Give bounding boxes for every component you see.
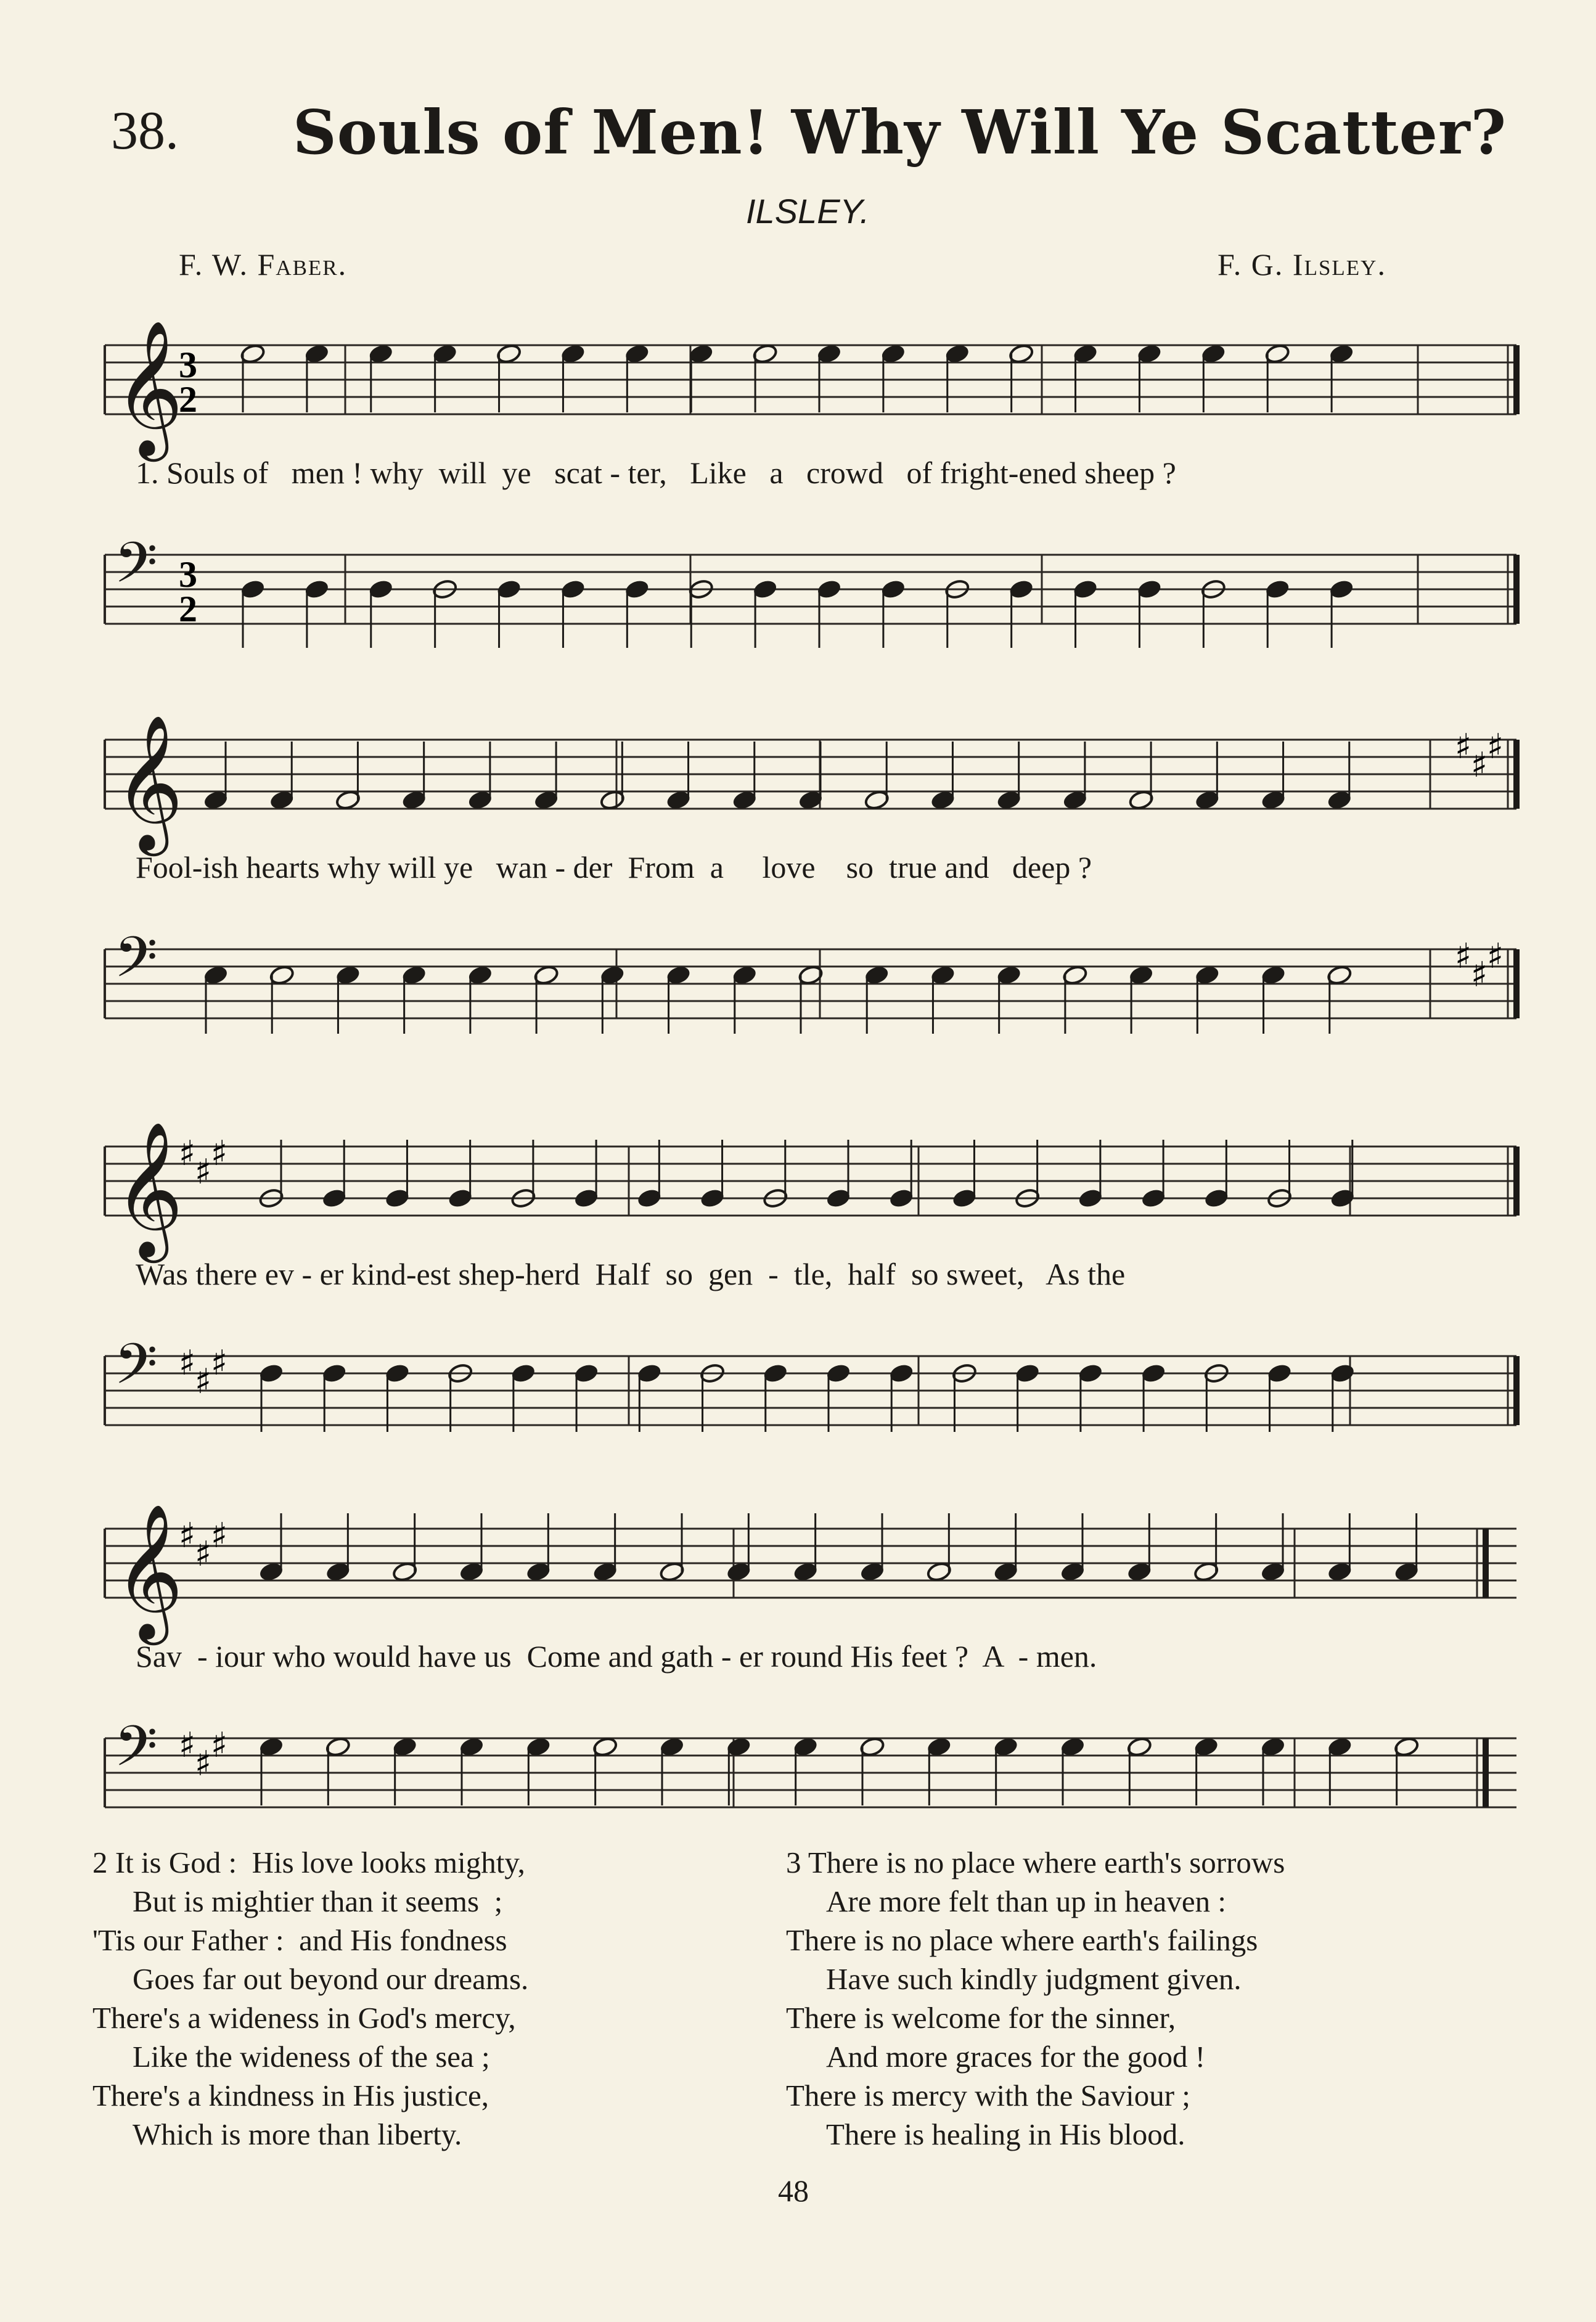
verse-text: It is God : His love looks mighty,: [115, 1846, 525, 1879]
bass-clef-glyph: 𝄢: [114, 1331, 158, 1410]
hymn-title: Souls of Men! Why Will Ye Scatter?: [293, 97, 1507, 168]
verse-line: [92, 1998, 528, 2037]
verse-number: 2: [92, 1846, 115, 1879]
verse-text: There is no place where earth's sorrows: [808, 1846, 1285, 1879]
key-change-sharp: ♯: [1455, 936, 1472, 976]
time-signature-top: 3: [179, 554, 197, 595]
verse-line: [786, 2115, 1285, 2154]
key-signature-sharp: ♯: [211, 1343, 228, 1383]
key-signature-sharp: ♯: [211, 1725, 228, 1765]
composer-credit: F. G. Ilsley.: [1217, 247, 1386, 282]
key-signature-sharp: ♯: [179, 1343, 196, 1383]
treble-staff: [92, 308, 1516, 456]
key-signature-sharp: ♯: [195, 1362, 212, 1402]
verse-line: [92, 2115, 528, 2154]
hymn-number: 38.: [111, 101, 179, 161]
verse-text: Which is more than liberty.: [133, 2117, 462, 2151]
verse-text: Are more felt than up in heaven :: [826, 1884, 1227, 1918]
music-system-2: [92, 690, 1516, 1036]
key-signature-sharp: ♯: [179, 1516, 196, 1556]
key-change-sharp: ♯: [1471, 745, 1488, 785]
treble-clef-glyph: 𝄞: [114, 319, 184, 456]
verse-text: Goes far out beyond our dreams.: [133, 1962, 529, 1996]
verse-line: [786, 2076, 1285, 2115]
bass-staff: [92, 1701, 1516, 1849]
lyric-line-2: Fool-ish hearts why will ye wan - der From a love so true and deep ?: [136, 850, 1092, 885]
bass-staff: [92, 518, 1516, 666]
verse-text: There is healing in His blood.: [826, 2117, 1185, 2151]
treble-clef-glyph: 𝄞: [114, 1503, 184, 1639]
verse-line: [786, 1960, 1285, 1998]
verse-text: There is mercy with the Saviour ;: [786, 2079, 1190, 2112]
verse-text: Have such kindly judgment given.: [826, 1962, 1242, 1996]
verse-number: 3: [786, 1846, 808, 1879]
verse-text: Like the wideness of the sea ;: [133, 2040, 490, 2074]
author-credit: F. W. Faber.: [179, 247, 348, 282]
bass-staff: [92, 912, 1516, 1060]
treble-clef-glyph: 𝄞: [114, 1121, 184, 1257]
key-change-sharp: ♯: [1471, 955, 1488, 995]
time-signature-bottom: 2: [179, 589, 197, 629]
bass-clef-glyph: 𝄢: [114, 530, 158, 609]
tune-name: ILSLEY.: [746, 192, 870, 231]
verse-line: [786, 1882, 1285, 1921]
key-signature-sharp: ♯: [195, 1744, 212, 1784]
verse-line: [92, 1882, 528, 1921]
key-signature-sharp: ♯: [195, 1152, 212, 1192]
bass-clef-glyph: 𝄢: [114, 1714, 158, 1793]
music-system-1: [92, 296, 1516, 641]
key-change-sharp: ♯: [1487, 936, 1504, 976]
music-system-3: [92, 1097, 1516, 1442]
verse-line: [92, 1960, 528, 1998]
music-system-4: [92, 1479, 1516, 1825]
page-number: 48: [778, 2173, 809, 2208]
key-change-sharp: ♯: [1487, 727, 1504, 767]
time-signature-top: 3: [179, 345, 197, 385]
verse-text: There's a kindness in His justice,: [92, 2079, 489, 2112]
verse-line: [92, 1843, 528, 1882]
key-signature-sharp: ♯: [179, 1134, 196, 1174]
key-change-sharp: ♯: [1455, 727, 1472, 767]
verse-text: 'Tis our Father : and His fondness: [92, 1923, 507, 1957]
lyric-line-1: 1. Souls of men ! why will ye scat - ter, Like a crowd of fright-ened sheep ?: [136, 456, 1176, 490]
verse-text: There's a wideness in God's mercy,: [92, 2001, 516, 2035]
verse-line: [786, 2037, 1285, 2076]
hymn-header: [0, 0, 1596, 282]
lyric-line-3: Was there ev - er kind-est shep-herd Half so gen - tle, half so sweet, As the: [136, 1257, 1126, 1291]
verse-text: And more graces for the good !: [826, 2040, 1206, 2074]
key-signature-sharp: ♯: [195, 1534, 212, 1574]
key-signature-sharp: ♯: [211, 1516, 228, 1556]
bass-staff: [92, 1319, 1516, 1467]
bass-clef-glyph: 𝄢: [114, 925, 158, 1004]
verse-line: [92, 2076, 528, 2115]
verse-text: There is welcome for the sinner,: [786, 2001, 1176, 2035]
treble-staff: [92, 1110, 1516, 1257]
verse-line: [786, 1998, 1285, 2037]
verse-2: [92, 1843, 528, 2154]
lyric-line-4: Sav - iour who would have us Come and gath - er round His feet ? A - men.: [136, 1639, 1097, 1674]
verse-line: [92, 1921, 528, 1960]
verse-3: [786, 1843, 1285, 2154]
verse-line: [92, 2037, 528, 2076]
key-signature-sharp: ♯: [179, 1725, 196, 1765]
treble-staff: [92, 1492, 1516, 1640]
treble-staff: [92, 703, 1516, 851]
time-signature-bottom: 2: [179, 379, 197, 420]
key-signature-sharp: ♯: [211, 1134, 228, 1174]
verse-text: But is mightier than it seems ;: [133, 1884, 503, 1918]
verse-line: [786, 1843, 1285, 1882]
verse-text: There is no place where earth's failings: [786, 1923, 1258, 1957]
treble-clef-glyph: 𝄞: [114, 714, 184, 850]
verse-line: [786, 1921, 1285, 1960]
